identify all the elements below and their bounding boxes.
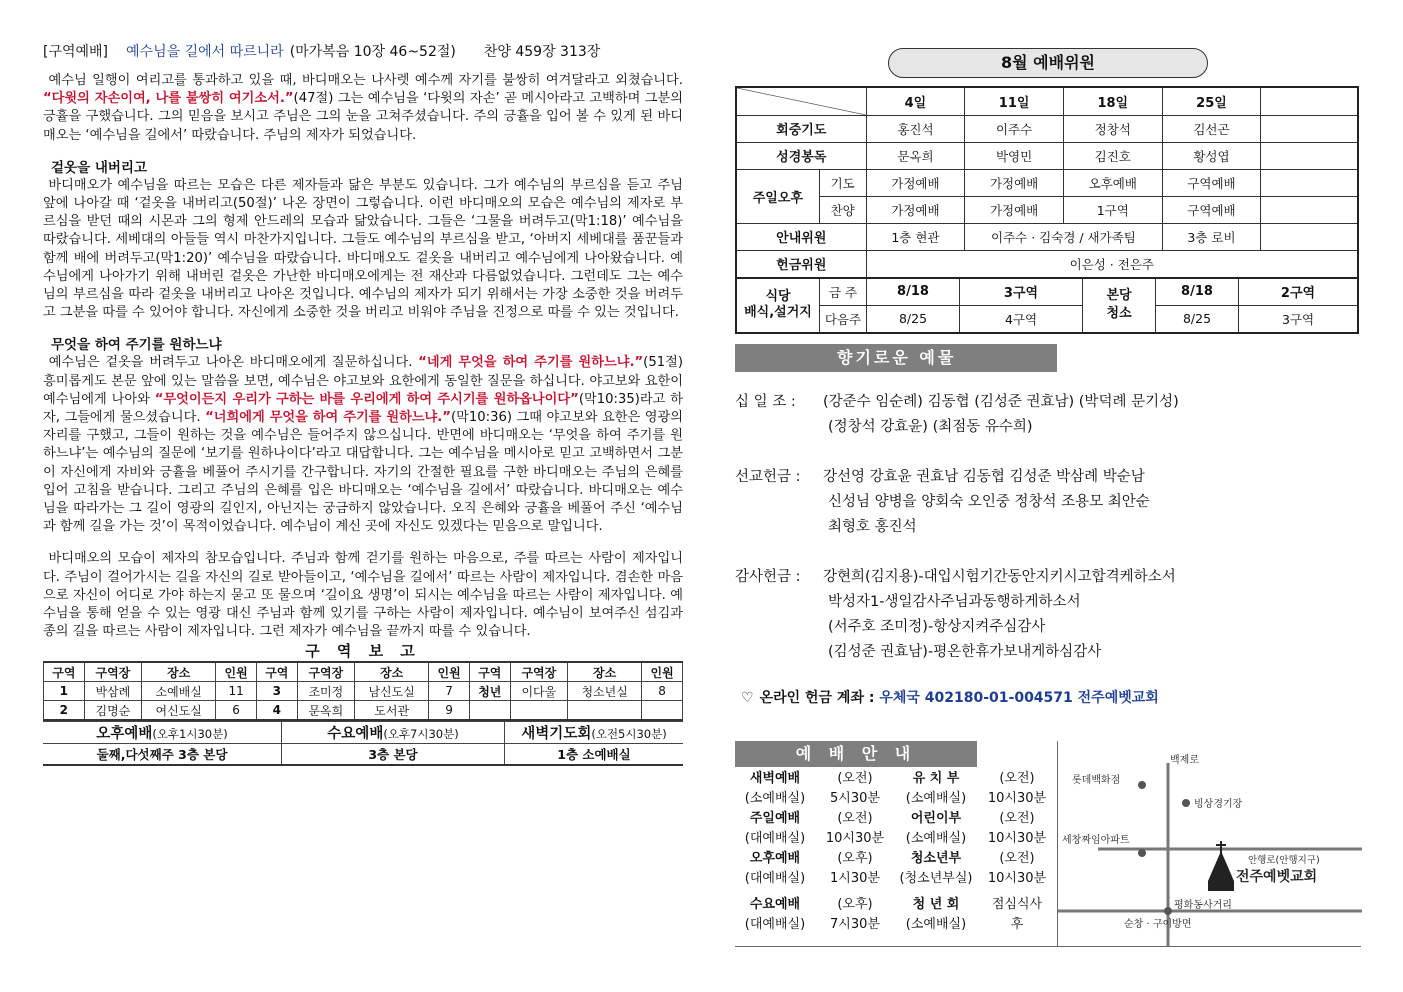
online-label: 온라인 헌금 계좌 :	[759, 689, 875, 706]
meal-cleaning-table: 식당 배식,설거지 금 주 8/18 3구역 본당 청소 8/18 2구역 다음주 8/25 4구역 8/25 3구역	[735, 277, 1359, 334]
worship-committee-title: 8월 예배위원	[888, 48, 1208, 78]
paragraph-3: 예수님은 겉옷을 버려두고 나아온 바디매오에게 질문하십니다. “네게 무엇을 하여 주기를 원하느냐.”(51절) 흥미롭게도 본문 앞에 있는 말씀을 보면, 예수님은 야고보와 요한에게 동일한 질문을 하십니다. 야고보와 요한이 예수님에게 나아와 “무엇이든지 우리가 구하는 바를 우리에게 하여 주시기를 원하옵나이다”(막10:35)라고 하자, 그들에게 물으셨습니다. “너희에게 무엇을 하여 주기를 원하느냐.”(막10:36) 그때 야고보와 요한은 영광의 자리를 구했고, 그들이 원하는 것을 예수님은 들어주지 않으십니다. 반면에 바디매오는 ‘무엇을 하여 주기를 원하느냐’는 예수님의 질문에 ‘보기를 원하나이다’라고 대답합니다. 그는 예수님을 메시아로 믿고 고백하면서 그분이 자신에게 자비와 긍휼을 베풀어 주시기를 간구합니다. 자기의 간절한 필요를 구한 바디매오는 주님의 은혜를 입어 고침을 받습니다. 그리고 주님의 은혜를 입은 바디매오는 ‘예수님을 길에서’ 따랐습니다. 바디매오는 예수님을 따라가는 그 길이 영광의 길인지, 아닌지는 궁금하지 않았습니다. 오직 은혜와 긍휼을 베풀어 주신 ‘예수님과 함께 길을 가는 것’이 목적이었습니다. 예수님이 계신 곳에 자신도 있겠다는 믿음으로 말입니다.	[43, 355, 684, 535]
map-label-lotte: 롯데백화점	[1072, 775, 1121, 786]
tithe-list: 십 일 조 : (강준수 임순례) 김동협 (김성준 권효남) (박덕례 문기성) (정창석 강효윤) (최점동 유수희)	[735, 393, 1179, 435]
table-row: 주일예배 (오전) 어린이부 (오전)	[749, 811, 1035, 826]
table-row: 새벽예배 (오전) 유 치 부 (오전)	[749, 771, 1035, 786]
table-row: 1 박삼례 소예배실 11 3 조미정 남신도실 7 청년 이다울 청소년실 8	[44, 682, 683, 701]
table-row: 수요예배 (오후) 청 년 회 점심식사	[749, 897, 1043, 912]
gifts-title: 향기로운 예물	[735, 344, 1057, 372]
worship-committee-table: 4일 11일 18일 25일 회중기도 홍진석 이주수 정창석 김선곤 성경봉독 문옥희 박영민 김진호 황성엽 주일오후 기도 가정예배 가정예배 오후예배 구역예배 찬양 가정예배 가정예배 1구역 구역예배 안내위원 1층 현관 이주수 · 김숙경 / 새가족팀 3층 로비 헌금위원 이은성 · 전은주	[735, 86, 1359, 279]
heart-icon: ♡	[741, 689, 754, 706]
paragraph-2: 바디매오가 예수님을 따르는 모습은 다른 제자들과 닮은 부분도 있습니다. 그가 예수님의 부르심을 듣고 주님 앞에 나아갈 때 ‘겉옷을 내버리고(50절)’ 나온 장면이 그렇습니다. 이런 바디매오의 모습은 예수님의 제자로 부르심을 받던 때의 시몬과 그의 형제 안드레의 모습과 닮았습니다. 그들은 ‘그물을 버려두고(막1:18)’ 예수님을 따랐습니다. 세베대의 아들들 역시 마찬가지입니다. 그들도 예수님의 부르심을 받고, ‘아버지 세베대를 품꾼들과 함께 배에 버려두고(막1:20)’ 예수님을 따랐습니다. 바디매오도 겉옷을 내버리고 예수님에게 나아왔습니다. 예수님에게 나아가기 위해 내버린 겉옷은 가난한 바디매오에게는 전 재산과 다름없었습니다. 그런데도 그는 예수님의 부르심을 따라 겉옷을 내버리고 나아온 것입니다. 예수님의 제자가 되기 위해서는 가장 소중한 것을 버려두고 그분을 따를 수 있어야 합니다. 자신에게 소중한 것을 버리고 비워야 주님을 진정으로 따를 수 있는 것입니다.	[43, 177, 683, 321]
worship-guide-title: 예 배 안 내	[735, 741, 977, 767]
district-report-table	[43, 661, 683, 721]
church-map	[1057, 741, 1362, 946]
sermon-hymn: 찬양 459장 313장	[483, 44, 601, 60]
sermon-reference: (마가복음 10장 46~52절)	[289, 44, 456, 60]
thanks-offering-list: 감사헌금 : 강현희(김지용)-대입시험기간동안지키시고합격케하소서 박성자1-생일감사주님과동행하게하소서 (서주호 조미정)-항상지켜주심감사 (김성준 권효남)-평온한휴가보내게하심감사	[735, 568, 1176, 660]
map-label-bingsang: 빙상경기장	[1194, 799, 1243, 810]
subheading-2: 무엇을 하여 주기를 원하느냐	[51, 337, 222, 354]
paragraph-1: 예수님 일행이 여리고를 통과하고 있을 때, 바디매오는 나사렛 예수께 자기를 불쌍히 여겨달라고 외쳤습니다. “다윗의 자손이여, 나를 불쌍히 여기소서.”(47절) 그는 예수님을 ‘다윗의 자손’ 곧 메시아라고 고백하며 그분의 긍휼을 구했습니다. 그의 믿음을 보시고 주님은 그의 눈을 고쳐주셨습니다. 주의 긍휼을 입어 볼 수 있게 된 바디매오는 ‘예수님을 길에서’ 따랐습니다. 주님의 제자가 되었습니다.	[43, 73, 684, 143]
map-label-church: 전주예벳교회	[1236, 869, 1318, 885]
map-label-anhaeng: 안행로(안행지구)	[1248, 855, 1320, 866]
map-graphic	[1058, 741, 1362, 946]
worship-guide	[735, 741, 1361, 947]
mission-offering-list: 선교헌금 : 강선영 강효윤 권효남 김동협 김성준 박삼례 박순남 신성님 양병을 양회숙 오인중 정창석 조용모 최안순 최형호 홍진석	[735, 468, 1150, 535]
online-offering	[735, 687, 1361, 707]
map-label-sechang: 세창짜임아파트	[1062, 835, 1130, 846]
right-column	[735, 48, 1361, 932]
report-title: 구 역 보 고	[305, 642, 421, 661]
subheading-1: 겉옷을 내버리고	[51, 159, 147, 176]
paragraph-4: 바디매오의 모습이 제자의 참모습입니다. 주님과 함께 걷기를 원하는 마음으로, 주를 따르는 사람이 제자입니다. 주님이 걸어가시는 길을 자신의 길로 받아들이고, ‘예수님을 길에서’ 따르는 사람이 제자입니다. 겸손한 마음으로 자신이 어디로 가야 하는지 묻고 또 물으며 ‘길이요 생명’이 되시는 예수님을 따르는 사람이 제자입니다. 예수님을 통해 얻을 수 있는 영광 대신 주님과 함께 있기를 구하는 사람이 제자입니다. 예수님이 보여주신 섬김과 종의 길을 따르는 사람이 제자입니다. 그런 제자가 예수님을 끝까지 따를 수 있습니다.	[43, 551, 683, 640]
map-label-baekje: 백제로	[1170, 755, 1199, 766]
sermon-title: 예수님을 길에서 따르니라	[126, 44, 284, 60]
map-label-sunchang: 순창 · 구이방면	[1124, 919, 1192, 930]
worship-guide-table: 새벽예배 (오전) 유 치 부 (오전) (소예배실) 5시30분 (소예배실) 10시30분 주일예배 (오전) 어린이부 (오전) (대예배실) 10시30분 (소예배실) 10시30분 오후예배 (오후) 청소년부 (오전) (대예배실) 1시30분 (청소년부실) 10시30분 수요예배 (오후) 청 년 회 점심식사 (대예배실) 7시30분 (소예배실) 후	[735, 769, 1057, 935]
sermon-tag: [구역예배]	[43, 44, 109, 60]
report-header-row: 구역 구역장 장소 인원 구역 구역장 장소 인원 구역 구역장 장소 인원	[44, 662, 683, 682]
left-column	[43, 40, 683, 766]
table-row: 오후예배 (오후) 청소년부 (오전)	[749, 851, 1035, 866]
service-times-table: 오후예배(오후1시30분) 수요예배(오후7시30분) 새벽기도회(오전5시30분) 둘째,다섯째주 3층 본당 3층 본당 1층 소예배실	[43, 721, 683, 766]
table-row: 2 김명순 여신도실 6 4 문옥희 도서관 9	[44, 701, 683, 721]
online-account: 우체국 402180-01-004571 전주예벳교회	[879, 689, 1159, 706]
map-label-pyeonghwa: 평화동사거리	[1174, 900, 1232, 911]
sermon-header	[43, 40, 683, 64]
